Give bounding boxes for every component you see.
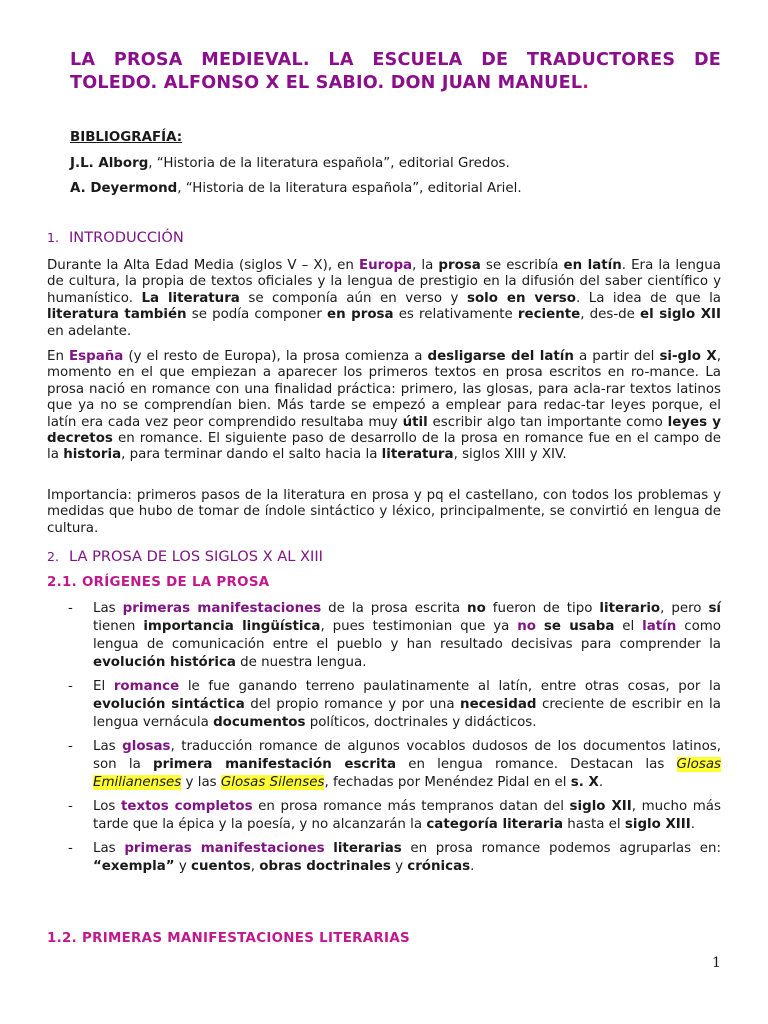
list-item: - Las glosas, traducción romance de algunos vocablos dudosos de los documentos latinos, son la primera manifestación escrita en lengua romance. Destacan las Glosas Emilianenses y las Glosas Silenses, fechadas por Menéndez Pidal en el s. X. xyxy=(68,739,721,790)
subsection-heading-primeras-manifestaciones: 1.2. PRIMERAS MANIFESTACIONES LITERARIAS xyxy=(47,931,410,946)
list-item: - Los textos completos en prosa romance más tempranos datan del siglo XII, mucho más tarde que la épica y la poesía, y no alcanzarán la categoría literaria hasta el siglo XIII. xyxy=(68,799,721,832)
bibliography-entry: J.L. Alborg, “Historia de la literatura española”, editorial Gredos. xyxy=(70,156,510,171)
list-item: - El romance le fue ganando terreno paulatinamente al latín, entre otras cosas, por la evolución sintáctica del propio romance y por una necesidad creciente de escribir en la lengua vernácula documentos políticos, doctrinales y didácticos. xyxy=(68,679,721,730)
title-line-2: TOLEDO. ALFONSO X EL SABIO. DON JUAN MANUEL. xyxy=(70,73,590,93)
paragraph-intro-2: En España (y el resto de Europa), la prosa comienza a desligarse del latín a partir del si-glo X, momento en el que empiezan a aparecer los primeros textos en prosa escritos en ro-mance. La prosa nació en romance con una finalidad práctica: primero, las glosas, para acla-rar textos latinos que ya no se comprendían bien. Más tarde se empezó a emplear para redac-tar leyes porque, el latín era cada vez peor comprendido resultaba muy útil escribir algo tan importante como leyes y decretos en romance. El siguiente paso de desarrollo de la prosa en romance fue en el campo de la historia, para terminar dando el salto hacia la literatura, siglos XIII y XIV. xyxy=(47,349,721,463)
subsection-heading-origenes: 2.1. ORÍGENES DE LA PROSA xyxy=(47,575,270,590)
title-line-1: LA PROSA MEDIEVAL. LA ESCUELA DE TRADUCTORES DE xyxy=(70,50,721,70)
document-title xyxy=(70,49,721,95)
bibliography-heading: BIBLIOGRAFÍA: xyxy=(70,130,183,145)
page-number: 1 xyxy=(712,955,721,971)
section-heading-introduccion: 1. INTRODUCCIÓN xyxy=(47,229,184,246)
section-heading-prosa-siglos: 2. LA PROSA DE LOS SIGLOS X AL XIII xyxy=(47,548,323,565)
bibliography xyxy=(70,128,720,204)
paragraph-intro-1: Durante la Alta Edad Media (siglos V – X), en Europa, la prosa se escribía en latín. Era la lengua de cultura, la propia de textos oficiales y la lengua de prestigio en la difusión del saber científico y humanístico. La literatura se componía aún en verso y solo en verso. La idea de que la literatura también se podía componer en prosa es relativamente reciente, des-de el siglo XII en adelante. xyxy=(47,258,722,339)
bibliography-entry: A. Deyermond, “Historia de la literatura española”, editorial Ariel. xyxy=(70,181,522,196)
paragraph-intro-3: Importancia: primeros pasos de la literatura en prosa y pq el castellano, con todos los problemas y medidas que hubo de tomar de índole sintáctico y léxico, principalmente, se convirtió en lengua de cultura. xyxy=(47,488,721,536)
bullet-list xyxy=(47,600,721,882)
list-item: - Las primeras manifestaciones literarias en prosa romance podemos agruparlas en: “exempla” y cuentos, obras doctrinales y crónicas. xyxy=(68,841,721,874)
list-item: - Las primeras manifestaciones de la prosa escrita no fueron de tipo literario, pero sí tienen importancia lingüística, pues testimonian que ya no se usaba el latín como lengua de comunicación entre el pueblo y han resultado decisivas para comprender la evolución histórica de nuestra lengua. xyxy=(68,601,722,670)
